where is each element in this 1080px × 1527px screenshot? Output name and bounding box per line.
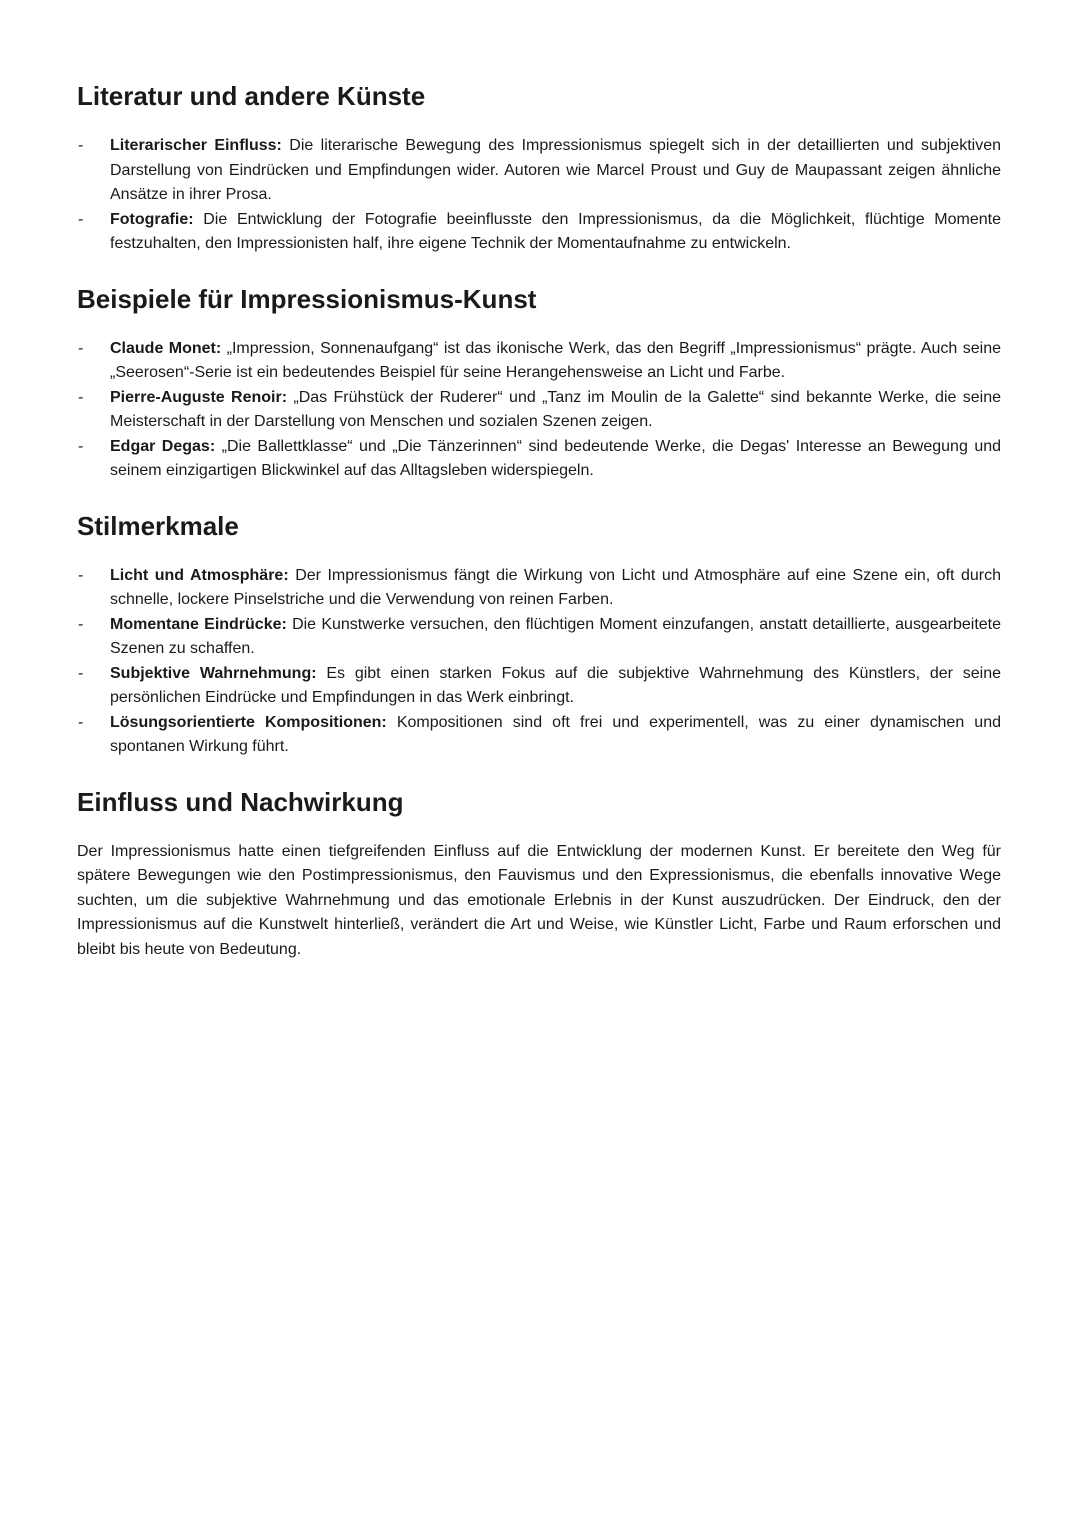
item-term: Momentane Eindrücke: [110,615,287,633]
bullet-dash: - [78,713,84,731]
list-item [77,134,1001,208]
item-text: Die literarische Bewegung des Impressionismus spiegelt sich in der detaillierten und subjektiven Darstellung von Eindrücken und Empfindungen wider. Autoren wie Marcel Proust und Guy de Maupassant zeigen ähnliche Ansätze in ihrer Prosa. [110,137,1002,203]
bullet-dash: - [78,388,84,406]
list-item [77,435,1001,484]
item-text: „Impression, Sonnenaufgang“ ist das ikonische Werk, das den Begriff „Impressionismus“ prägte. Auch seine „Seerosen“-Serie ist ein bedeutendes Beispiel für seine Herangehensweise an Licht und Farbe. [110,339,1002,381]
item-text: Es gibt einen starken Fokus auf die subjektive Wahrnehmung des Künstlers, der seine persönlichen Eindrücke und Empfindungen in das Werk einbringt. [110,664,1001,706]
section-heading: Einfluss und Nachwirkung [77,786,404,817]
item-text: Kompositionen sind oft frei und experimentell, was zu einer dynamischen und spontanen Wirkung führt. [110,713,1001,755]
list-item [77,613,1001,662]
item-term: Lösungsorientierte Kompositionen: [110,713,387,731]
bullet-dash: - [78,210,84,228]
item-term: Subjektive Wahrnehmung: [110,664,317,682]
body-paragraph: Der Impressionismus hatte einen tiefgreifenden Einfluss auf die Entwicklung der modernen Kunst. Er bereitete den Weg für spätere Bewegungen wie den Postimpressionismus, den Fauvismus und den Expressionismus, die ebenfalls innovative Wege suchten, um die subjektive Wahrnehmung und das emotionale Erlebnis in der Kunst auszudrücken. Der Eindruck, den der Impressionismus auf die Kunstwelt hinterließ, verändert die Art und Weise, wie Künstler Licht, Farbe und Raum erforschen und bleibt bis heute von Bedeutung. [77,842,1001,958]
bullet-list [77,564,1001,760]
bullet-dash: - [78,664,84,682]
bullet-list [77,134,1001,257]
item-term: Literarischer Einfluss: [110,137,282,154]
item-term: Pierre-Auguste Renoir: [110,388,288,406]
section-heading: Stilmerkmale [77,510,239,541]
item-text: Die Kunstwerke versuchen, den flüchtigen Moment einzufangen, anstatt detaillierte, ausgearbeitete Szenen zu schaffen. [110,615,1001,657]
item-term: Claude Monet: [110,339,222,357]
item-term: Edgar Degas: [110,437,216,455]
list-item [77,208,1001,257]
section-einfluss [77,784,1001,963]
bullet-dash: - [78,137,84,154]
bullet-dash: - [78,437,84,455]
bullet-dash: - [78,615,84,633]
bullet-dash: - [78,339,84,357]
section-heading: Literatur und andere Künste [77,81,426,111]
list-item [77,564,1001,613]
item-text: Die Entwicklung der Fotografie beeinflusste den Impressionismus, da die Möglichkeit, flüchtige Momente festzuhalten, den Impressionisten half, ihre eigene Technik der Momentaufnahme zu entwickeln. [110,210,1001,252]
section-literatur [77,78,1001,257]
item-term: Licht und Atmosphäre: [110,566,289,584]
list-item [77,711,1001,760]
list-item [77,662,1001,711]
bullet-list [77,337,1001,484]
document-body [77,78,1001,986]
list-item [77,386,1001,435]
section-heading: Beispiele für Impressionismus-Kunst [77,283,537,314]
section-stilmerkmale [77,508,1001,760]
item-text: „Das Frühstück der Ruderer“ und „Tanz im Moulin de la Galette“ sind bekannte Werke, die seine Meisterschaft in der Darstellung von Menschen und sozialen Szenen zeigen. [110,388,1002,430]
item-text: Der Impressionismus fängt die Wirkung von Licht und Atmosphäre auf eine Szene ein, oft durch schnelle, lockere Pinselstriche und die Verwendung von reinen Farben. [110,566,1002,608]
item-text: „Die Ballettklasse“ und „Die Tänzerinnen“ sind bedeutende Werke, die Degas' Interesse an Bewegung und seinem einzigartigen Blickwinkel auf das Alltagsleben widerspiegeln. [110,437,1002,479]
list-item [77,337,1001,386]
item-term: Fotografie: [110,210,194,228]
section-beispiele [77,281,1001,484]
bullet-dash: - [78,566,84,584]
